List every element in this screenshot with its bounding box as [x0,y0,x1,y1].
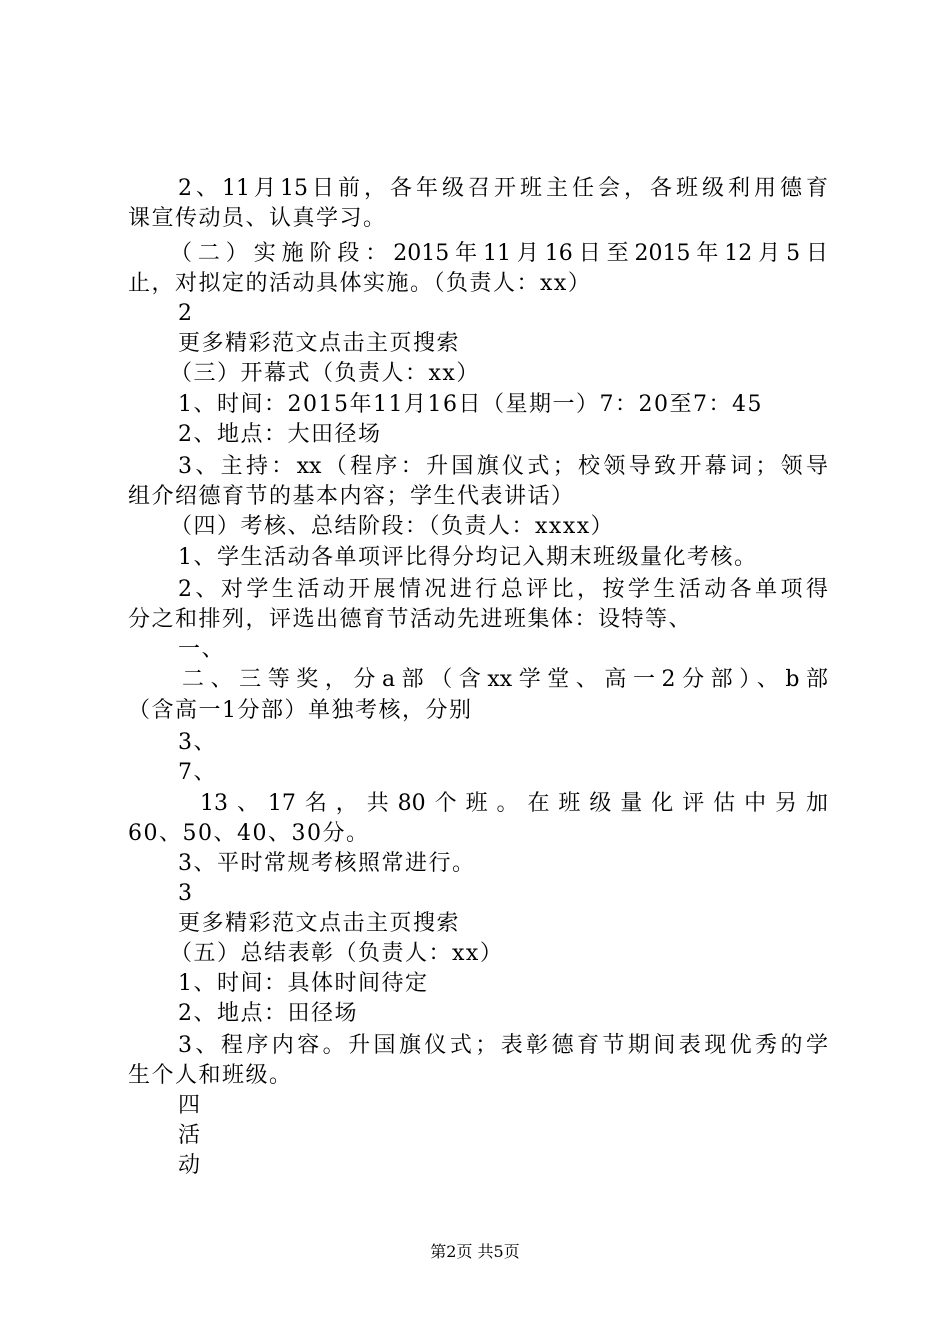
body-line-9: 2、地点：大田径场 [178,422,382,447]
body-line-32: 活 [178,1123,202,1148]
body-line-15: 分之和排列，评选出德育节活动先进班集体：设特等、 [128,607,693,632]
body-line-1: 2、11月15日前，各年级召开班主任会，各班级利用德育 [178,176,828,201]
body-line-4: 止，对拟定的活动具体实施。（负责人：xx） [128,271,592,296]
section-heading-3: （三）开幕式（负责人：xx） [170,361,480,386]
page-number-marker-2: 3 [178,881,194,906]
section-heading-5: （五）总结表彰（负责人：xx） [170,941,504,966]
body-line-21: 13、17名，共80个班。在班级量化评估中另加 [200,791,828,816]
body-line-14: 2、对学生活动开展情况进行总评比，按学生活动各单项得 [178,577,828,602]
body-line-27: 1、时间：具体时间待定 [178,971,429,996]
body-line-20: 7、 [178,760,217,785]
body-line-29: 3、程序内容。升国旗仪式；表彰德育节期间表现优秀的学 [178,1033,828,1058]
section-heading-4: （四）考核、总结阶段：（负责人：xxxx） [170,514,615,539]
page-footer: 第2页 共5页 [430,1242,520,1261]
body-line-18: （含高一1分部）单独考核，分别 [128,698,473,723]
body-line-11: 组介绍德育节的基本内容；学生代表讲话） [128,484,575,509]
body-line-33: 动 [178,1153,202,1178]
body-line-30: 生个人和班级。 [128,1063,293,1088]
body-line-10: 3、主持：xx（程序：升国旗仪式；校领导致开幕词；领导 [178,454,828,479]
body-line-17: 二、三等奖，分a部（含xx学堂、高一2分部）、b部 [182,667,828,692]
page-number-marker: 2 [178,301,194,326]
body-line-16: 一、 [178,637,226,662]
body-line-31: 四 [178,1093,202,1118]
body-line-2: 课宣传动员、认真学习。 [128,206,387,231]
body-line-23: 3、平时常规考核照常进行。 [178,851,476,876]
body-line-28: 2、地点：田径场 [178,1001,358,1026]
body-line-3: （二）实施阶段：2015年11月16日至2015年12月5日 [170,241,828,266]
body-line-13: 1、学生活动各单项评比得分均记入期末班级量化考核。 [178,545,758,570]
body-line-22: 60、50、40、30分。 [128,821,370,846]
promo-text: 更多精彩范文点击主页搜索 [178,331,461,356]
body-line-19: 3、 [178,730,217,755]
body-line-8: 1、时间：2015年11月16日（星期一）7：20至7：45 [178,392,763,417]
promo-text-2: 更多精彩范文点击主页搜索 [178,911,461,936]
